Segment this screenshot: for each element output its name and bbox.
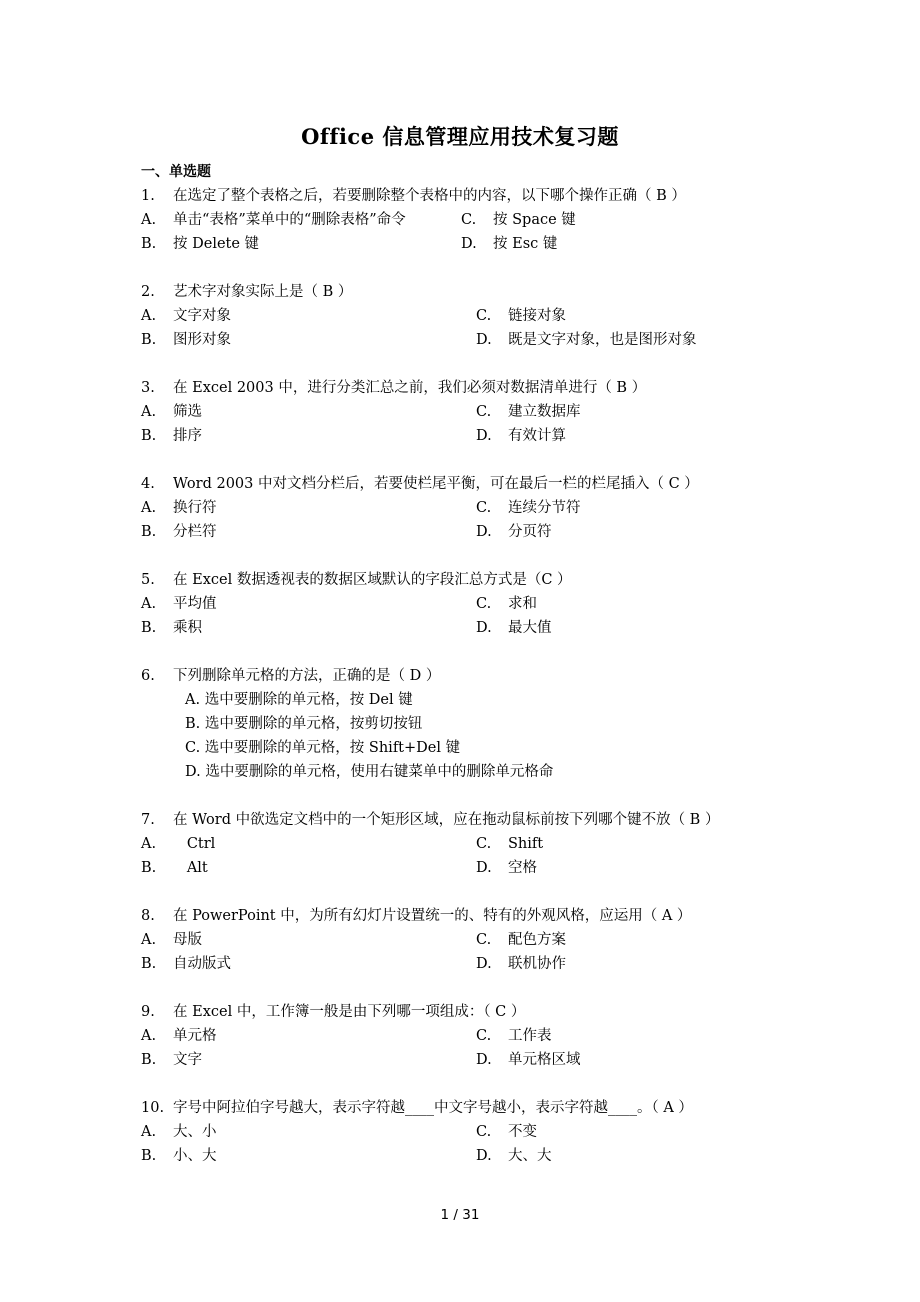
option-letter: C. [476, 404, 492, 420]
option [141, 616, 202, 640]
question-number: 1. [141, 188, 155, 204]
option: D. 选中要删除的单元格，使用右键菜单中的删除单元格命 [185, 764, 554, 780]
option [476, 1120, 537, 1144]
option: C. 选中要删除的单元格，按 Shift+Del 键 [185, 740, 461, 756]
option-letter: B. [141, 332, 157, 348]
option-letter: C. [476, 308, 492, 324]
option [476, 952, 566, 976]
question [141, 808, 841, 832]
option [476, 1024, 552, 1048]
question [141, 1000, 841, 1024]
option [141, 328, 231, 352]
option [476, 928, 566, 952]
option-text: 单击“表格”菜单中的“删除表格”命令 [173, 212, 406, 228]
option [141, 304, 231, 328]
option [476, 856, 537, 880]
option-text: 求和 [508, 596, 537, 612]
question [141, 1096, 841, 1120]
option-letter: A. [141, 500, 157, 516]
option-row [141, 424, 841, 448]
option [141, 1120, 217, 1144]
question-number: 2. [141, 284, 155, 300]
option-text: 分页符 [508, 524, 552, 540]
option [476, 304, 566, 328]
document-title: Office 信息管理应用技术复习题 [301, 124, 619, 149]
option [141, 232, 259, 256]
option [476, 1144, 552, 1168]
option [141, 592, 217, 616]
option-text: 联机协作 [508, 956, 566, 972]
option [141, 856, 208, 880]
option [141, 1144, 217, 1168]
option-row [141, 1120, 841, 1144]
question-number: 6. [141, 668, 155, 684]
option-letter: D. [476, 524, 492, 540]
option [476, 832, 543, 856]
option-letter: A. [141, 1124, 157, 1140]
option-row [141, 1048, 841, 1072]
question-number: 8. [141, 908, 155, 924]
question-number: 4. [141, 476, 155, 492]
option [476, 520, 552, 544]
option-letter: D. [476, 956, 492, 972]
option-text: 大、大 [508, 1148, 552, 1164]
option-text: 文字 [173, 1052, 202, 1068]
option-letter: C. [476, 1028, 492, 1044]
option-letter: D. [476, 1148, 492, 1164]
section-heading: 一、单选题 [141, 164, 211, 180]
question [141, 280, 841, 304]
option [476, 592, 537, 616]
question-text: 在 Excel 数据透视表的数据区域默认的字段汇总方式是（C ） [173, 572, 572, 588]
option-letter: B. [141, 620, 157, 636]
option-text: 链接对象 [508, 308, 566, 324]
option-text: 最大值 [508, 620, 552, 636]
option-letter: C. [476, 1124, 492, 1140]
option-row [141, 832, 841, 856]
question-text: 在 PowerPoint 中，为所有幻灯片设置统一的、特有的外观风格，应运用（ A ） [173, 908, 692, 924]
option-text: 按 Esc 键 [493, 236, 558, 252]
option-text: 不变 [508, 1124, 537, 1140]
option-text: 母版 [173, 932, 202, 948]
option-letter: A. [141, 596, 157, 612]
question-number: 5. [141, 572, 155, 588]
option-letter: C. [476, 500, 492, 516]
option-text: 工作表 [508, 1028, 552, 1044]
question [141, 568, 841, 592]
option-text: 单元格区域 [508, 1052, 581, 1068]
option-letter: D. [476, 1052, 492, 1068]
option-row [141, 928, 841, 952]
question-number: 10. [141, 1100, 165, 1116]
option-letter: C. [476, 836, 492, 852]
option-letter: D. [461, 236, 477, 252]
question-text: 字号中阿拉伯字号越大，表示字符越____中文字号越小，表示字符越____。（ A ） [173, 1100, 693, 1116]
option-letter: A. [141, 932, 157, 948]
option-letter: B. [141, 524, 157, 540]
question-text: 在 Excel 中，工作簿一般是由下列哪一项组成：（ C ） [173, 1004, 526, 1020]
option-row [141, 304, 841, 328]
option-letter: D. [476, 428, 492, 444]
option-text: 平均值 [173, 596, 217, 612]
option-row [141, 400, 841, 424]
option-text: 文字对象 [173, 308, 231, 324]
option-text: Alt [173, 860, 208, 876]
option-letter: A. [141, 212, 157, 228]
option-text: 配色方案 [508, 932, 566, 948]
option-letter: D. [476, 332, 492, 348]
option [461, 208, 576, 232]
option [476, 496, 581, 520]
option [476, 400, 581, 424]
option-text: 有效计算 [508, 428, 566, 444]
option [141, 520, 217, 544]
option [476, 616, 552, 640]
question [141, 664, 841, 688]
option-row [141, 616, 841, 640]
option [141, 952, 231, 976]
question-text: 下列删除单元格的方法，正确的是（ D ） [173, 668, 441, 684]
option-letter: B. [141, 1148, 157, 1164]
option-letter: D. [476, 860, 492, 876]
option-text: 筛选 [173, 404, 202, 420]
option-row [141, 328, 841, 352]
option-letter: C. [476, 596, 492, 612]
option-text: Ctrl [173, 836, 216, 852]
option [141, 928, 202, 952]
page-number: 1 / 31 [440, 1207, 480, 1223]
question-text: 在 Excel 2003 中，进行分类汇总之前，我们必须对数据清单进行（ B ） [173, 380, 647, 396]
option-row [141, 592, 841, 616]
question-list [141, 184, 841, 1168]
question [141, 376, 841, 400]
option-row [141, 496, 841, 520]
option-text: Shift [508, 836, 544, 852]
question-text: 在选定了整个表格之后，若要删除整个表格中的内容，以下哪个操作正确（ B ） [173, 188, 686, 204]
option-letter: A. [141, 836, 157, 852]
question-number: 9. [141, 1004, 155, 1020]
option-text: 空格 [508, 860, 537, 876]
option-letter: B. [141, 236, 157, 252]
option [476, 328, 697, 352]
option-text: 按 Space 键 [493, 212, 576, 228]
question-number: 3. [141, 380, 155, 396]
question-text: 艺术字对象实际上是（ B ） [173, 284, 353, 300]
option-text: 图形对象 [173, 332, 231, 348]
option-row [141, 232, 841, 256]
option [141, 496, 217, 520]
option-text: 大、小 [173, 1124, 217, 1140]
option-letter: A. [141, 404, 157, 420]
option [141, 424, 202, 448]
option-letter: C. [476, 932, 492, 948]
option-text: 换行符 [173, 500, 217, 516]
option: B. 选中要删除的单元格，按剪切按钮 [185, 716, 423, 732]
question [141, 472, 841, 496]
option-text: 排序 [173, 428, 202, 444]
option-text: 乘积 [173, 620, 202, 636]
option [141, 400, 202, 424]
option-letter: C. [461, 212, 477, 228]
option: A. 选中要删除的单元格，按 Del 键 [185, 692, 413, 708]
option-text: 小、大 [173, 1148, 217, 1164]
option-row [141, 208, 841, 232]
option-text: 单元格 [173, 1028, 217, 1044]
option-row [141, 856, 841, 880]
option-text: 自动版式 [173, 956, 231, 972]
question-number: 7. [141, 812, 155, 828]
option [141, 1048, 202, 1072]
option-letter: D. [476, 620, 492, 636]
option-row [141, 1144, 841, 1168]
option-row [141, 1024, 841, 1048]
question-text: Word 2003 中对文档分栏后，若要使栏尾平衡，可在最后一栏的栏尾插入（ C ） [173, 476, 699, 492]
option-row [141, 520, 841, 544]
option-letter: A. [141, 308, 157, 324]
option [141, 1024, 217, 1048]
option [476, 1048, 581, 1072]
option-letter: B. [141, 428, 157, 444]
option-letter: B. [141, 860, 157, 876]
question-text: 在 Word 中欲选定文档中的一个矩形区域，应在拖动鼠标前按下列哪个键不放（ B ） [173, 812, 720, 828]
option [476, 424, 566, 448]
option-text: 分栏符 [173, 524, 217, 540]
option-letter: B. [141, 1052, 157, 1068]
option [461, 232, 557, 256]
option-text: 既是文字对象，也是图形对象 [508, 332, 697, 348]
question [141, 904, 841, 928]
option [141, 208, 406, 232]
option-letter: A. [141, 1028, 157, 1044]
question [141, 184, 841, 208]
option-text: 建立数据库 [508, 404, 581, 420]
option-letter: B. [141, 956, 157, 972]
option-row [141, 952, 841, 976]
option [141, 832, 215, 856]
option-text: 按 Delete 键 [173, 236, 260, 252]
option-text: 连续分节符 [508, 500, 581, 516]
